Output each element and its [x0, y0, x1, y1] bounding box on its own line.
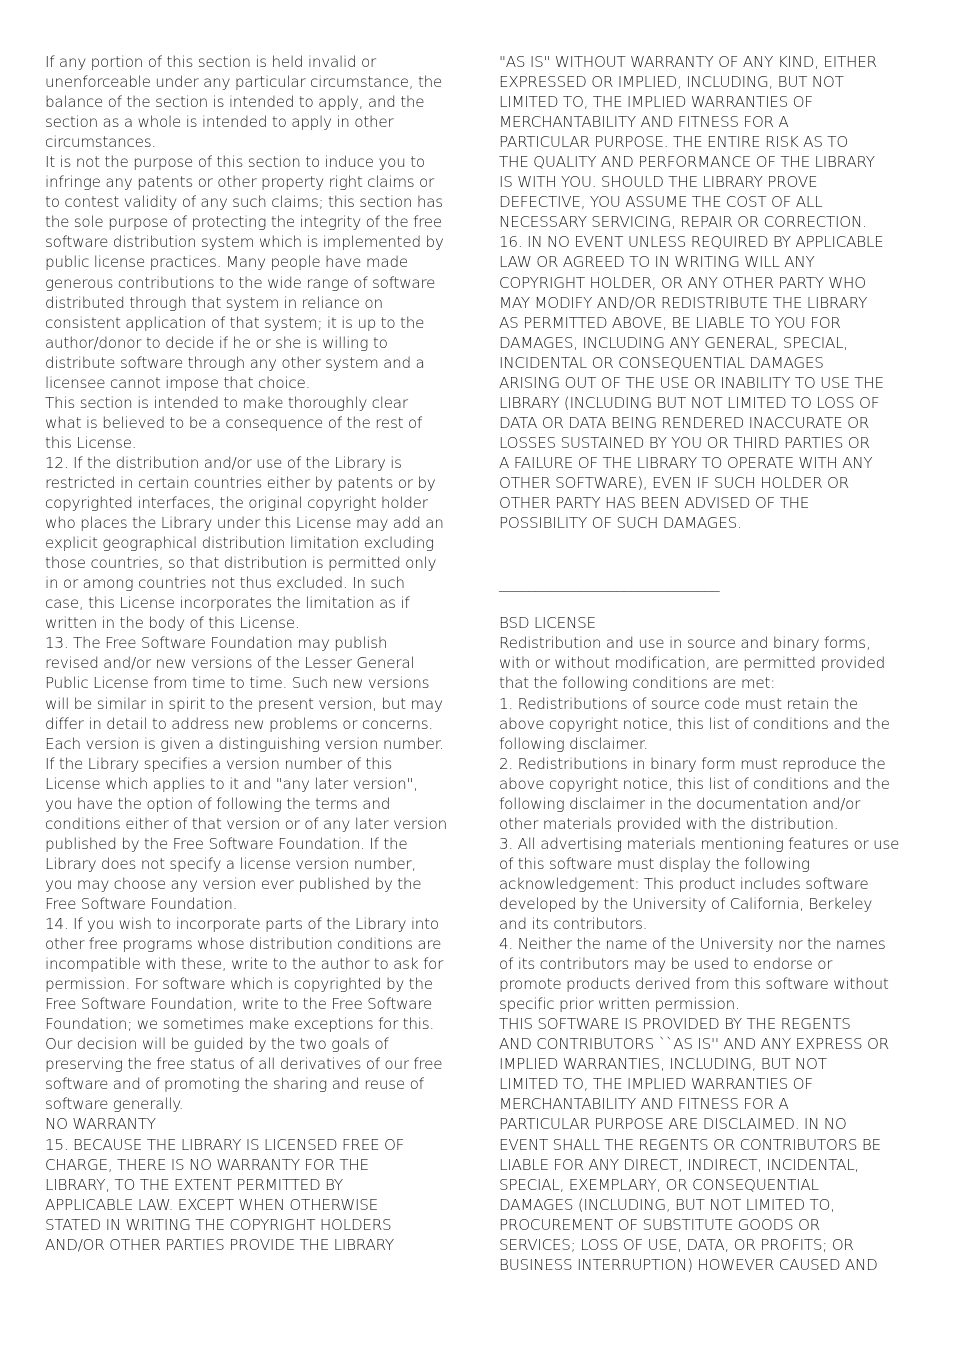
left-text-line: those countries, so that distribution is permitted only: [45, 554, 437, 573]
right-text-line: developed by the University of California, Berkeley: [499, 894, 873, 913]
left-text-line: public license practices. Many people have made: [45, 253, 408, 272]
left-text-column: [45, 52, 457, 1255]
left-text-line: 14. If you wish to incorporate parts of the Library into: [45, 915, 439, 934]
left-text-line: It is not the purpose of this section to induce you to: [45, 153, 425, 172]
left-text-line: distributed through that system in reliance on: [45, 293, 383, 312]
right-text-line: that the following conditions are met:: [499, 674, 776, 693]
left-text-line: who places the Library under this License may add an: [45, 514, 444, 533]
left-text-line: Library does not specify a license version number,: [45, 854, 417, 873]
right-text-line: DAMAGES (INCLUDING, BUT NOT LIMITED TO,: [499, 1195, 835, 1214]
right-text-line: 4. Neither the name of the University nor the names: [499, 935, 886, 954]
right-text-line: AS PERMITTED ABOVE, BE LIABLE TO YOU FOR: [499, 313, 841, 332]
right-text-line: other materials provided with the distribution.: [499, 814, 839, 833]
right-text-line: EXPRESSED OR IMPLIED, INCLUDING, BUT NOT: [499, 73, 844, 92]
left-text-line: If the Library specifies a version number of this: [45, 754, 393, 773]
right-text-line: THIS SOFTWARE IS PROVIDED BY THE REGENTS: [499, 1015, 851, 1034]
left-text-line: incompatible with these, write to the author to ask for: [45, 955, 444, 974]
left-text-line: section as a whole is intended to apply in other: [45, 113, 394, 132]
left-text-line: permission. For software which is copyrighted by the: [45, 975, 433, 994]
right-text-line: COPYRIGHT HOLDER, OR ANY OTHER PARTY WHO: [499, 273, 866, 292]
right-text-line: POSSIBILITY OF SUCH DAMAGES.: [499, 514, 742, 533]
left-text-line: generous contributions to the wide range of software: [45, 273, 436, 292]
right-text-line: "AS IS" WITHOUT WARRANTY OF ANY KIND, EITHER: [499, 53, 877, 71]
left-text-line: Free Software Foundation, write to the Free Software: [45, 995, 433, 1014]
left-text-line: software distribution system which is implemented by: [45, 233, 444, 252]
right-text-line: NECESSARY SERVICING, REPAIR OR CORRECTION.: [499, 213, 867, 232]
left-text-line: APPLICABLE LAW. EXCEPT WHEN OTHERWISE: [45, 1195, 379, 1214]
right-text-line: MERCHANTABILITY AND FITNESS FOR A: [499, 1095, 789, 1114]
left-text-line: 13. The Free Software Foundation may publish: [45, 634, 388, 653]
left-text-line: distribute software through any other system and a: [45, 353, 425, 372]
left-text-line: 15. BECAUSE THE LIBRARY IS LICENSED FREE OF: [45, 1135, 405, 1154]
left-text-line: you have the option of following the terms and: [45, 794, 391, 813]
right-text-line: Redistribution and use in source and binary forms,: [499, 634, 871, 653]
right-blank-line: [499, 553, 909, 573]
right-text-line: IS WITH YOU. SHOULD THE LIBRARY PROVE: [499, 173, 818, 192]
left-text-line: circumstances.: [45, 133, 156, 152]
right-blank-line: [499, 533, 909, 553]
right-text-line: A FAILURE OF THE LIBRARY TO OPERATE WITH ANY: [499, 453, 873, 472]
right-text-line: BSD LICENSE: [499, 614, 596, 633]
right-text-line: LIABLE FOR ANY DIRECT, INDIRECT, INCIDENTAL,: [499, 1155, 859, 1174]
left-text-line: revised and/or new versions of the Lesser General: [45, 654, 415, 673]
left-text-line: you may choose any version ever published by the: [45, 874, 422, 893]
right-text-line: PARTICULAR PURPOSE ARE DISCLAIMED. IN NO: [499, 1115, 847, 1134]
left-text-line: 12. If the distribution and/or use of the Library is: [45, 453, 402, 472]
right-text-line: OTHER SOFTWARE), EVEN IF SUCH HOLDER OR: [499, 473, 849, 492]
left-text-line: unenforceable under any particular circumstance, the: [45, 73, 443, 92]
left-text-line: the sole purpose of protecting the integrity of the free: [45, 213, 442, 232]
left-text-line: Public License from time to time. Such new versions: [45, 674, 430, 693]
right-text-line: AND CONTRIBUTORS ``AS IS'' AND ANY EXPRESS OR: [499, 1035, 889, 1054]
right-text-line: SERVICES; LOSS OF USE, DATA, OR PROFITS; OR: [499, 1235, 854, 1254]
left-text-line: copyrighted interfaces, the original copyright holder: [45, 494, 428, 513]
left-text-line: STATED IN WRITING THE COPYRIGHT HOLDERS: [45, 1215, 392, 1234]
right-text-line: 2. Redistributions in binary form must reproduce the: [499, 754, 886, 773]
right-text-line: BUSINESS INTERRUPTION) HOWEVER CAUSED AND: [499, 1255, 878, 1274]
left-text-line: AND/OR OTHER PARTIES PROVIDE THE LIBRARY: [45, 1235, 394, 1254]
right-text-line: LIBRARY (INCLUDING BUT NOT LIMITED TO LOSS OF: [499, 393, 880, 412]
right-blank-line: [499, 593, 909, 613]
left-text-line: in or among countries not thus excluded. In such: [45, 574, 405, 593]
left-text-line: preserving the free status of all derivatives of our free: [45, 1055, 443, 1074]
right-text-line: promote products derived from this software without: [499, 975, 889, 994]
left-text-line: will be similar in spirit to the present version, but may: [45, 694, 443, 713]
left-text-line: differ in detail to address new problems or concerns.: [45, 714, 433, 733]
left-text-line: licensee cannot impose that choice.: [45, 373, 311, 392]
left-text-line: Our decision will be guided by the two goals of: [45, 1035, 389, 1054]
left-text-line: software generally.: [45, 1095, 184, 1114]
right-text-line: DATA OR DATA BEING RENDERED INACCURATE OR: [499, 413, 870, 432]
right-text-line: DAMAGES, INCLUDING ANY GENERAL, SPECIAL,: [499, 333, 848, 352]
right-text-line: 1. Redistributions of source code must retain the: [499, 694, 858, 713]
left-text-line: author/donor to decide if he or she is willing to: [45, 333, 388, 352]
right-text-line: and its contributors.: [499, 915, 648, 934]
right-text-line: DEFECTIVE, YOU ASSUME THE COST OF ALL: [499, 193, 823, 212]
left-text-line: LIBRARY, TO THE EXTENT PERMITTED BY: [45, 1175, 343, 1194]
left-text-line: If any portion of this section is held invalid or: [45, 53, 376, 71]
right-text-line: SPECIAL, EXEMPLARY, OR CONSEQUENTIAL: [499, 1175, 819, 1194]
left-text-line: consistent application of that system; it is up to the: [45, 313, 425, 332]
right-text-line: MAY MODIFY AND/OR REDISTRIBUTE THE LIBRARY: [499, 293, 868, 312]
right-text-line: INCIDENTAL OR CONSEQUENTIAL DAMAGES: [499, 353, 824, 372]
right-text-line: LIMITED TO, THE IMPLIED WARRANTIES OF: [499, 1075, 813, 1094]
left-text-line: infringe any patents or other property right claims or: [45, 173, 435, 192]
right-text-line: PROCUREMENT OF SUBSTITUTE GOODS OR: [499, 1215, 820, 1234]
right-text-line: of this software must display the following: [499, 854, 810, 873]
left-text-line: software and of promoting the sharing and reuse of: [45, 1075, 424, 1094]
right-text-line: LIMITED TO, THE IMPLIED WARRANTIES OF: [499, 93, 813, 112]
left-text-line: published by the Free Software Foundation. If the: [45, 834, 408, 853]
left-text-line: conditions either of that version or of any later version: [45, 814, 447, 833]
right-text-line: acknowledgement: This product includes software: [499, 874, 869, 893]
right-text-line: THE QUALITY AND PERFORMANCE OF THE LIBRARY: [499, 153, 875, 172]
right-text-line: above copyright notice, this list of conditions and the: [499, 774, 890, 793]
left-text-line: other free programs whose distribution conditions are: [45, 935, 442, 954]
right-text-line: LAW OR AGREED TO IN WRITING WILL ANY: [499, 253, 815, 272]
left-text-line: written in the body of this License.: [45, 614, 300, 633]
right-text-line: following disclaimer in the documentation and/or: [499, 794, 861, 813]
right-text-line: ______________________________: [499, 574, 720, 593]
left-text-line: this License.: [45, 433, 137, 452]
right-text-column: [499, 52, 909, 1275]
left-text-line: Free Software Foundation.: [45, 894, 238, 913]
right-text-line: 16. IN NO EVENT UNLESS REQUIRED BY APPLICABLE: [499, 233, 884, 252]
right-text-line: LOSSES SUSTAINED BY YOU OR THIRD PARTIES OR: [499, 433, 870, 452]
left-text-line: NO WARRANTY: [45, 1115, 156, 1134]
right-text-line: specific prior written permission.: [499, 995, 740, 1014]
right-text-line: 3. All advertising materials mentioning features or use: [499, 834, 900, 853]
right-text-line: MERCHANTABILITY AND FITNESS FOR A: [499, 113, 789, 132]
left-text-line: License which applies to it and "any later version",: [45, 774, 418, 793]
right-text-line: PARTICULAR PURPOSE. THE ENTIRE RISK AS TO: [499, 133, 849, 152]
left-text-line: Foundation; we sometimes make exceptions for this.: [45, 1015, 434, 1034]
right-text-line: OTHER PARTY HAS BEEN ADVISED OF THE: [499, 494, 810, 513]
left-text-line: CHARGE, THERE IS NO WARRANTY FOR THE: [45, 1155, 369, 1174]
right-text-line: above copyright notice, this list of conditions and the: [499, 714, 890, 733]
right-text-line: EVENT SHALL THE REGENTS OR CONTRIBUTORS BE: [499, 1135, 881, 1154]
right-text-line: following disclaimer.: [499, 734, 649, 753]
left-text-line: to contest validity of any such claims; this section has: [45, 193, 443, 212]
left-text-line: balance of the section is intended to apply, and the: [45, 93, 425, 112]
left-text-line: restricted in certain countries either by patents or by: [45, 473, 436, 492]
left-text-line: explicit geographical distribution limitation excluding: [45, 534, 434, 553]
right-text-line: of its contributors may be used to endorse or: [499, 955, 833, 974]
right-text-line: ARISING OUT OF THE USE OR INABILITY TO USE THE: [499, 373, 884, 392]
left-text-line: what is believed to be a consequence of the rest of: [45, 413, 423, 432]
left-text-line: case, this License incorporates the limitation as if: [45, 594, 410, 613]
right-text-line: with or without modification, are permitted provided: [499, 654, 886, 673]
left-text-line: Each version is given a distinguishing version number.: [45, 734, 444, 753]
left-text-line: This section is intended to make thoroughly clear: [45, 393, 408, 412]
right-text-line: IMPLIED WARRANTIES, INCLUDING, BUT NOT: [499, 1055, 827, 1074]
